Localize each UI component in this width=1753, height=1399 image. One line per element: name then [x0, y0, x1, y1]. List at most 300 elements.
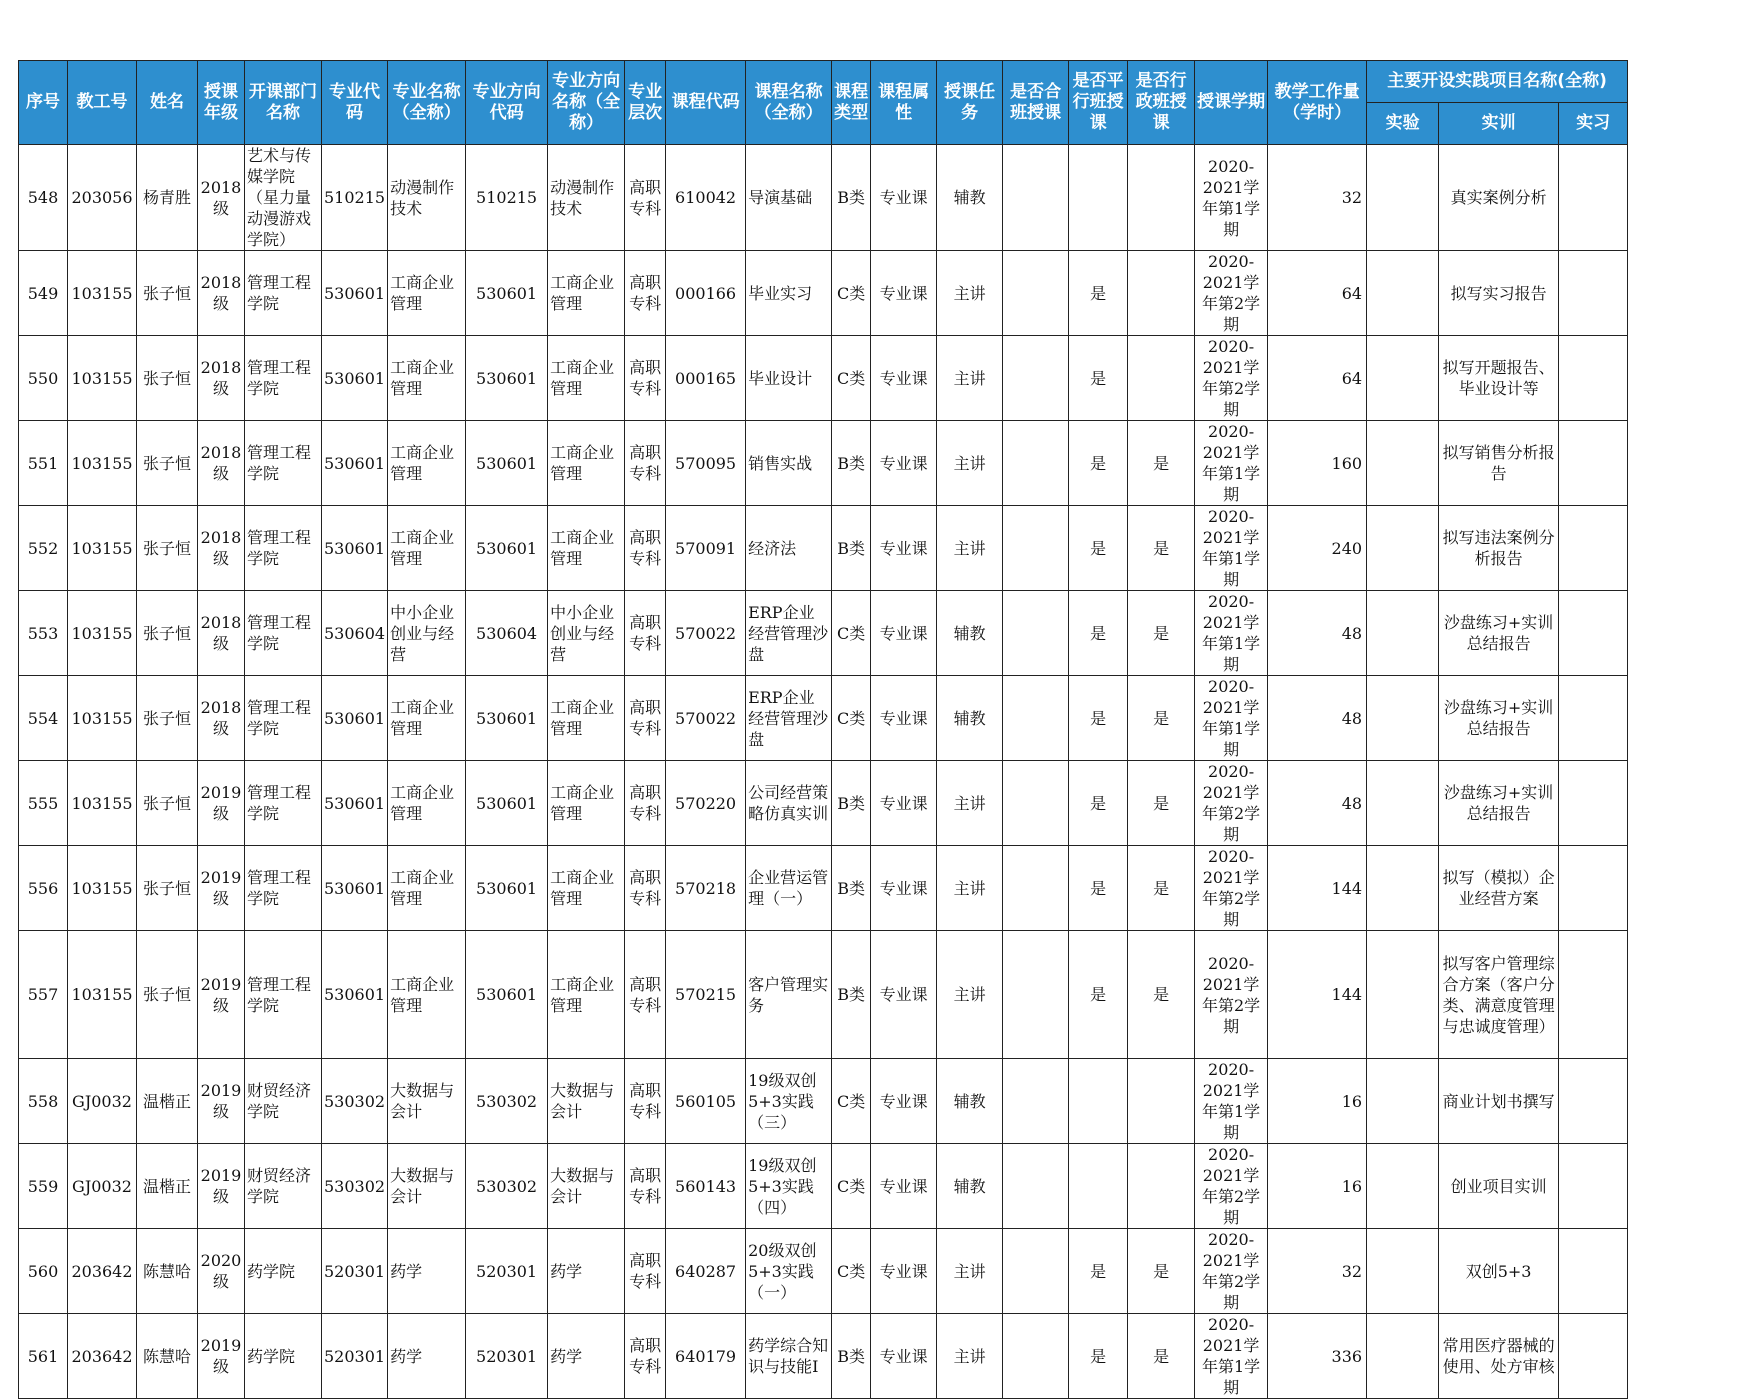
cell-internship [1559, 1144, 1628, 1229]
cell-seq: 556 [19, 846, 68, 931]
cell-parallel: 是 [1069, 251, 1128, 336]
cell-admin [1128, 1144, 1195, 1229]
cell-dir-code: 530601 [466, 506, 548, 591]
cell-experiment [1367, 336, 1439, 421]
cell-dir-name: 中小企业创业与经营 [548, 591, 625, 676]
cell-workload: 16 [1268, 1059, 1367, 1144]
cell-course-type: B类 [832, 506, 871, 591]
cell-major-code: 530601 [322, 251, 388, 336]
cell-task: 辅教 [937, 145, 1003, 251]
cell-internship [1559, 591, 1628, 676]
cell-task: 主讲 [937, 1314, 1003, 1399]
cell-term: 2020-2021学年第1学期 [1195, 676, 1268, 761]
header-staff-id: 教工号 [68, 61, 137, 145]
cell-course-type: C类 [832, 1229, 871, 1314]
cell-course-type: C类 [832, 336, 871, 421]
cell-task: 主讲 [937, 931, 1003, 1059]
cell-dir-name: 药学 [548, 1314, 625, 1399]
cell-course-attr: 专业课 [871, 1059, 937, 1144]
cell-dept: 艺术与传媒学院（星力量动漫游戏学院） [245, 145, 322, 251]
cell-experiment [1367, 506, 1439, 591]
cell-dir-name: 工商企业管理 [548, 251, 625, 336]
cell-dir-code: 520301 [466, 1314, 548, 1399]
cell-parallel: 是 [1069, 846, 1128, 931]
cell-course-attr: 专业课 [871, 591, 937, 676]
cell-major-code: 530604 [322, 591, 388, 676]
cell-major-name: 中小企业创业与经营 [388, 591, 466, 676]
cell-major-code: 530302 [322, 1059, 388, 1144]
cell-term: 2020-2021学年第2学期 [1195, 761, 1268, 846]
cell-training: 拟写客户管理综合方案（客户分类、满意度管理与忠诚度管理） [1439, 931, 1559, 1059]
cell-staff-id: 103155 [68, 591, 137, 676]
cell-task: 辅教 [937, 1144, 1003, 1229]
header-task: 授课任务 [937, 61, 1003, 145]
cell-major-name: 药学 [388, 1314, 466, 1399]
cell-parallel: 是 [1069, 336, 1128, 421]
cell-dir-name: 药学 [548, 1229, 625, 1314]
cell-dir-code: 530302 [466, 1144, 548, 1229]
cell-major-code: 520301 [322, 1314, 388, 1399]
cell-internship [1559, 1314, 1628, 1399]
cell-task: 辅教 [937, 591, 1003, 676]
cell-training: 拟写实习报告 [1439, 251, 1559, 336]
table-row [19, 761, 1628, 846]
cell-workload: 144 [1268, 931, 1367, 1059]
cell-level: 高职专科 [625, 421, 666, 506]
cell-seq: 558 [19, 1059, 68, 1144]
cell-dir-code: 530601 [466, 761, 548, 846]
cell-major-code: 530601 [322, 761, 388, 846]
cell-term: 2020-2021学年第1学期 [1195, 1059, 1268, 1144]
cell-course-code: 560143 [666, 1144, 746, 1229]
cell-name: 张子恒 [137, 506, 198, 591]
header-training: 实训 [1439, 103, 1559, 145]
cell-course-name: 企业营运管理（一） [746, 846, 832, 931]
header-major-name: 专业名称（全称） [388, 61, 466, 145]
cell-staff-id: 203642 [68, 1314, 137, 1399]
cell-workload: 336 [1268, 1314, 1367, 1399]
cell-training: 拟写（模拟）企业经营方案 [1439, 846, 1559, 931]
cell-course-name: 毕业设计 [746, 336, 832, 421]
table-row [19, 1144, 1628, 1229]
cell-grade: 2019级 [198, 846, 245, 931]
table-row [19, 1314, 1628, 1399]
cell-internship [1559, 1059, 1628, 1144]
cell-merged [1003, 336, 1069, 421]
cell-staff-id: 103155 [68, 846, 137, 931]
cell-experiment [1367, 1059, 1439, 1144]
cell-internship [1559, 846, 1628, 931]
cell-course-type: B类 [832, 761, 871, 846]
cell-course-name: 销售实战 [746, 421, 832, 506]
cell-seq: 555 [19, 761, 68, 846]
cell-course-type: C类 [832, 676, 871, 761]
cell-name: 温楷正 [137, 1144, 198, 1229]
cell-dir-name: 工商企业管理 [548, 676, 625, 761]
cell-dir-code: 530601 [466, 931, 548, 1059]
table-body [19, 145, 1628, 1399]
cell-workload: 16 [1268, 1144, 1367, 1229]
cell-dir-code: 530302 [466, 1059, 548, 1144]
cell-staff-id: 203056 [68, 145, 137, 251]
cell-major-name: 工商企业管理 [388, 846, 466, 931]
cell-course-type: C类 [832, 251, 871, 336]
cell-internship [1559, 421, 1628, 506]
cell-dept: 管理工程学院 [245, 676, 322, 761]
cell-merged [1003, 251, 1069, 336]
cell-grade: 2019级 [198, 1144, 245, 1229]
cell-major-name: 工商企业管理 [388, 931, 466, 1059]
cell-internship [1559, 931, 1628, 1059]
header-seq: 序号 [19, 61, 68, 145]
cell-dir-name: 工商企业管理 [548, 846, 625, 931]
cell-merged [1003, 1059, 1069, 1144]
cell-training: 沙盘练习+实训总结报告 [1439, 591, 1559, 676]
cell-parallel: 是 [1069, 931, 1128, 1059]
header-course-type: 课程类型 [832, 61, 871, 145]
cell-training: 拟写开题报告、毕业设计等 [1439, 336, 1559, 421]
cell-grade: 2019级 [198, 1314, 245, 1399]
cell-name: 陈慧哈 [137, 1314, 198, 1399]
cell-training: 常用医疗器械的使用、处方审核 [1439, 1314, 1559, 1399]
cell-level: 高职专科 [625, 251, 666, 336]
cell-term: 2020-2021学年第2学期 [1195, 251, 1268, 336]
cell-workload: 240 [1268, 506, 1367, 591]
cell-staff-id: 103155 [68, 336, 137, 421]
cell-parallel [1069, 1059, 1128, 1144]
cell-experiment [1367, 761, 1439, 846]
cell-task: 辅教 [937, 1059, 1003, 1144]
cell-admin [1128, 145, 1195, 251]
cell-dir-code: 530601 [466, 676, 548, 761]
cell-course-attr: 专业课 [871, 1229, 937, 1314]
cell-name: 张子恒 [137, 251, 198, 336]
cell-course-attr: 专业课 [871, 506, 937, 591]
table-row [19, 591, 1628, 676]
cell-major-name: 工商企业管理 [388, 421, 466, 506]
cell-workload: 144 [1268, 846, 1367, 931]
cell-internship [1559, 336, 1628, 421]
cell-staff-id: 103155 [68, 676, 137, 761]
cell-merged [1003, 676, 1069, 761]
cell-admin: 是 [1128, 506, 1195, 591]
cell-term: 2020-2021学年第2学期 [1195, 1229, 1268, 1314]
header-internship: 实习 [1559, 103, 1628, 145]
table-row [19, 336, 1628, 421]
header-practice-group: 主要开设实践项目名称(全称) [1367, 61, 1628, 103]
cell-dir-name: 大数据与会计 [548, 1059, 625, 1144]
cell-seq: 557 [19, 931, 68, 1059]
cell-term: 2020-2021学年第1学期 [1195, 145, 1268, 251]
cell-course-attr: 专业课 [871, 251, 937, 336]
cell-task: 主讲 [937, 761, 1003, 846]
cell-name: 张子恒 [137, 846, 198, 931]
cell-major-name: 动漫制作技术 [388, 145, 466, 251]
cell-seq: 550 [19, 336, 68, 421]
cell-internship [1559, 251, 1628, 336]
cell-level: 高职专科 [625, 1314, 666, 1399]
header-experiment: 实验 [1367, 103, 1439, 145]
cell-level: 高职专科 [625, 506, 666, 591]
cell-workload: 48 [1268, 591, 1367, 676]
cell-staff-id: GJ0032 [68, 1059, 137, 1144]
cell-dir-name: 大数据与会计 [548, 1144, 625, 1229]
cell-level: 高职专科 [625, 676, 666, 761]
header-admin: 是否行政班授课 [1128, 61, 1195, 145]
cell-parallel: 是 [1069, 1229, 1128, 1314]
table-row [19, 931, 1628, 1059]
cell-dept: 管理工程学院 [245, 931, 322, 1059]
cell-grade: 2018级 [198, 591, 245, 676]
cell-grade: 2018级 [198, 336, 245, 421]
cell-name: 张子恒 [137, 676, 198, 761]
cell-term: 2020-2021学年第2学期 [1195, 1144, 1268, 1229]
cell-training: 双创5+3 [1439, 1229, 1559, 1314]
cell-dir-name: 工商企业管理 [548, 336, 625, 421]
cell-course-code: 570022 [666, 676, 746, 761]
cell-major-code: 510215 [322, 145, 388, 251]
cell-course-code: 000166 [666, 251, 746, 336]
cell-major-code: 530601 [322, 336, 388, 421]
cell-course-type: B类 [832, 145, 871, 251]
cell-experiment [1367, 676, 1439, 761]
cell-term: 2020-2021学年第2学期 [1195, 846, 1268, 931]
table-row [19, 251, 1628, 336]
cell-internship [1559, 676, 1628, 761]
cell-course-attr: 专业课 [871, 336, 937, 421]
cell-course-attr: 专业课 [871, 931, 937, 1059]
cell-merged [1003, 846, 1069, 931]
cell-name: 张子恒 [137, 591, 198, 676]
cell-term: 2020-2021学年第2学期 [1195, 931, 1268, 1059]
cell-workload: 32 [1268, 145, 1367, 251]
cell-course-code: 640287 [666, 1229, 746, 1314]
cell-dept: 财贸经济学院 [245, 1059, 322, 1144]
cell-grade: 2019级 [198, 1059, 245, 1144]
table-header [19, 61, 1628, 145]
cell-course-type: B类 [832, 421, 871, 506]
cell-course-code: 000165 [666, 336, 746, 421]
cell-workload: 48 [1268, 676, 1367, 761]
cell-term: 2020-2021学年第1学期 [1195, 591, 1268, 676]
cell-task: 主讲 [937, 846, 1003, 931]
cell-staff-id: 103155 [68, 421, 137, 506]
cell-dept: 药学院 [245, 1229, 322, 1314]
cell-course-name: 毕业实习 [746, 251, 832, 336]
cell-workload: 48 [1268, 761, 1367, 846]
cell-dir-name: 工商企业管理 [548, 761, 625, 846]
cell-staff-id: 103155 [68, 506, 137, 591]
cell-course-code: 610042 [666, 145, 746, 251]
cell-dir-code: 530601 [466, 846, 548, 931]
cell-course-code: 570022 [666, 591, 746, 676]
cell-course-name: 公司经营策略仿真实训 [746, 761, 832, 846]
cell-name: 张子恒 [137, 761, 198, 846]
cell-level: 高职专科 [625, 591, 666, 676]
cell-major-name: 工商企业管理 [388, 676, 466, 761]
header-workload: 教学工作量（学时） [1268, 61, 1367, 145]
cell-grade: 2019级 [198, 761, 245, 846]
cell-course-name: ERP企业经营管理沙盘 [746, 676, 832, 761]
cell-name: 张子恒 [137, 931, 198, 1059]
cell-level: 高职专科 [625, 1059, 666, 1144]
cell-course-name: 药学综合知识与技能Ⅰ [746, 1314, 832, 1399]
cell-experiment [1367, 846, 1439, 931]
cell-merged [1003, 1229, 1069, 1314]
cell-training: 商业计划书撰写 [1439, 1059, 1559, 1144]
cell-staff-id: 103155 [68, 931, 137, 1059]
cell-seq: 554 [19, 676, 68, 761]
cell-name: 张子恒 [137, 421, 198, 506]
cell-grade: 2018级 [198, 421, 245, 506]
cell-major-name: 工商企业管理 [388, 506, 466, 591]
header-dept: 开课部门名称 [245, 61, 322, 145]
cell-merged [1003, 591, 1069, 676]
cell-course-code: 640179 [666, 1314, 746, 1399]
cell-major-code: 530601 [322, 676, 388, 761]
cell-course-attr: 专业课 [871, 1144, 937, 1229]
cell-dir-name: 工商企业管理 [548, 421, 625, 506]
cell-course-attr: 专业课 [871, 1314, 937, 1399]
cell-task: 主讲 [937, 251, 1003, 336]
cell-dir-code: 530604 [466, 591, 548, 676]
cell-training: 拟写销售分析报告 [1439, 421, 1559, 506]
cell-seq: 561 [19, 1314, 68, 1399]
cell-experiment [1367, 421, 1439, 506]
cell-merged [1003, 421, 1069, 506]
table-row [19, 145, 1628, 251]
cell-dept: 管理工程学院 [245, 591, 322, 676]
cell-experiment [1367, 251, 1439, 336]
teaching-workload-table [18, 60, 1628, 1399]
cell-parallel: 是 [1069, 1314, 1128, 1399]
header-dir-name: 专业方向名称（全称） [548, 61, 625, 145]
cell-task: 主讲 [937, 1229, 1003, 1314]
cell-workload: 32 [1268, 1229, 1367, 1314]
cell-term: 2020-2021学年第1学期 [1195, 1314, 1268, 1399]
cell-dir-code: 530601 [466, 336, 548, 421]
cell-dir-name: 工商企业管理 [548, 506, 625, 591]
cell-major-code: 530601 [322, 506, 388, 591]
header-level: 专业层次 [625, 61, 666, 145]
cell-task: 辅教 [937, 676, 1003, 761]
header-grade: 授课年级 [198, 61, 245, 145]
cell-seq: 549 [19, 251, 68, 336]
cell-course-attr: 专业课 [871, 145, 937, 251]
cell-admin: 是 [1128, 421, 1195, 506]
cell-parallel: 是 [1069, 591, 1128, 676]
cell-training: 沙盘练习+实训总结报告 [1439, 761, 1559, 846]
header-course-name: 课程名称（全称） [746, 61, 832, 145]
cell-internship [1559, 1229, 1628, 1314]
cell-parallel: 是 [1069, 506, 1128, 591]
cell-internship [1559, 145, 1628, 251]
cell-staff-id: 203642 [68, 1229, 137, 1314]
cell-level: 高职专科 [625, 336, 666, 421]
cell-parallel: 是 [1069, 676, 1128, 761]
cell-major-name: 大数据与会计 [388, 1144, 466, 1229]
cell-course-attr: 专业课 [871, 676, 937, 761]
cell-seq: 552 [19, 506, 68, 591]
table-row [19, 846, 1628, 931]
cell-training: 拟写违法案例分析报告 [1439, 506, 1559, 591]
cell-training: 创业项目实训 [1439, 1144, 1559, 1229]
cell-course-attr: 专业课 [871, 761, 937, 846]
header-term: 授课学期 [1195, 61, 1268, 145]
cell-internship [1559, 761, 1628, 846]
cell-term: 2020-2021学年第1学期 [1195, 421, 1268, 506]
cell-major-name: 工商企业管理 [388, 336, 466, 421]
cell-dept: 财贸经济学院 [245, 1144, 322, 1229]
cell-workload: 64 [1268, 336, 1367, 421]
cell-course-name: 客户管理实务 [746, 931, 832, 1059]
cell-course-type: B类 [832, 931, 871, 1059]
cell-course-code: 560105 [666, 1059, 746, 1144]
cell-major-code: 530601 [322, 421, 388, 506]
cell-course-code: 570215 [666, 931, 746, 1059]
cell-training: 真实案例分析 [1439, 145, 1559, 251]
cell-name: 杨青胜 [137, 145, 198, 251]
cell-grade: 2018级 [198, 251, 245, 336]
cell-course-attr: 专业课 [871, 421, 937, 506]
cell-term: 2020-2021学年第1学期 [1195, 506, 1268, 591]
cell-dept: 管理工程学院 [245, 761, 322, 846]
cell-name: 张子恒 [137, 336, 198, 421]
cell-course-type: C类 [832, 1144, 871, 1229]
cell-seq: 551 [19, 421, 68, 506]
cell-level: 高职专科 [625, 1229, 666, 1314]
cell-experiment [1367, 591, 1439, 676]
cell-experiment [1367, 1229, 1439, 1314]
cell-course-attr: 专业课 [871, 846, 937, 931]
cell-seq: 560 [19, 1229, 68, 1314]
cell-course-code: 570091 [666, 506, 746, 591]
header-dir-code: 专业方向代码 [466, 61, 548, 145]
cell-workload: 160 [1268, 421, 1367, 506]
cell-merged [1003, 145, 1069, 251]
cell-dept: 管理工程学院 [245, 506, 322, 591]
cell-major-code: 530601 [322, 846, 388, 931]
cell-admin: 是 [1128, 931, 1195, 1059]
table-row [19, 506, 1628, 591]
cell-staff-id: 103155 [68, 761, 137, 846]
cell-workload: 64 [1268, 251, 1367, 336]
header-course-attr: 课程属性 [871, 61, 937, 145]
cell-admin: 是 [1128, 676, 1195, 761]
cell-course-type: C类 [832, 1059, 871, 1144]
cell-staff-id: 103155 [68, 251, 137, 336]
cell-dept: 管理工程学院 [245, 336, 322, 421]
cell-grade: 2018级 [198, 145, 245, 251]
cell-merged [1003, 506, 1069, 591]
cell-admin: 是 [1128, 1229, 1195, 1314]
header-parallel: 是否平行班授课 [1069, 61, 1128, 145]
cell-course-type: C类 [832, 591, 871, 676]
cell-merged [1003, 1314, 1069, 1399]
cell-dept: 药学院 [245, 1314, 322, 1399]
header-name: 姓名 [137, 61, 198, 145]
cell-level: 高职专科 [625, 931, 666, 1059]
table-row [19, 1229, 1628, 1314]
cell-staff-id: GJ0032 [68, 1144, 137, 1229]
cell-name: 温楷正 [137, 1059, 198, 1144]
cell-admin [1128, 336, 1195, 421]
cell-major-name: 大数据与会计 [388, 1059, 466, 1144]
cell-experiment [1367, 1144, 1439, 1229]
cell-experiment [1367, 931, 1439, 1059]
cell-admin [1128, 1059, 1195, 1144]
header-major-code: 专业代码 [322, 61, 388, 145]
